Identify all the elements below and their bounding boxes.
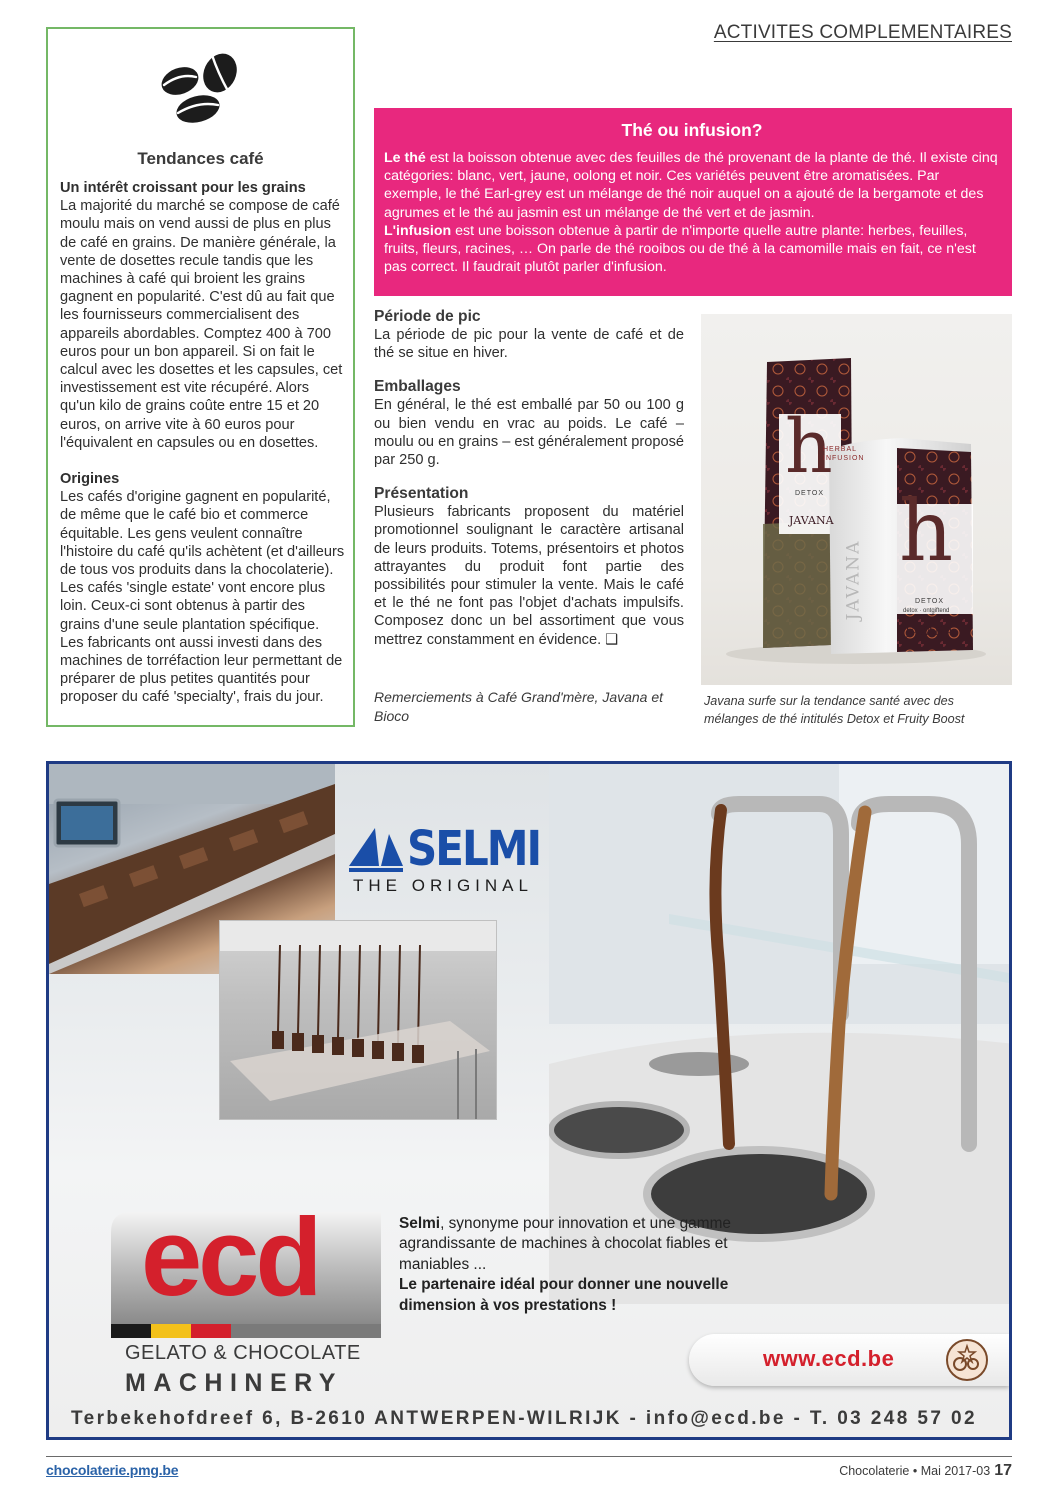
ecd-badge-icon [945, 1338, 989, 1382]
bag-letter: h [785, 404, 833, 490]
tea-box-title: Thé ou infusion? [621, 120, 763, 140]
subheading-grains: Un intérêt croissant pour les grains [60, 180, 306, 196]
selmi-wordmark: SELMI [407, 820, 541, 877]
footer-website-link[interactable]: chocolaterie.pmg.be [46, 1462, 179, 1478]
tin-letter: h [899, 482, 954, 580]
tea-box-body [384, 149, 1000, 276]
subheading-origines: Origines [60, 471, 120, 488]
ecd-selmi-advertisement [46, 761, 1012, 1440]
footer-divider [46, 1456, 1012, 1457]
ecd-logo [111, 1196, 381, 1342]
tin-vertical-brand: JAVANA [843, 539, 864, 621]
footer-issue [839, 1462, 1012, 1480]
paragraph-grains: La majorité du marché se compose de café moulu mais on vend aussi de plus en plus de café en grains. De manière générale, la vente de dosettes recule tandis que les machines à café qui broient les grains gagnent en popularité. C'est dû au fait que les fournisseurs commercialisent des appareils abordables. Comptez 400 à 700 euros pour un bon appareil. Si on fait le calcul avec les dosettes et les capsules, cet investissement est vite récupéré. Alors qu'un kilo de grains coûte entre 15 et 20 euros, on arrive vite à 60 euros pour l'équivalent en capsules ou en dosettes. [60, 198, 343, 451]
ad-address-line: Terbekehofdreef 6, B-2610 ANTWERPEN-WILRIJK - info@ecd.be - T. 03 248 57 02 [71, 1408, 977, 1429]
paragraph-origines: Les cafés d'origine gagnent en popularité, de même que le café bio et commerce équitable. Les gens veulent connaître l'histoire du café qu'ils achètent (et d'ailleurs de tous vos produits dans la chocolaterie). Les cafés 'single estate' vont encore plus loin. Ceux-ci sont obtenus à partir des grains d'une seule plantation spécifique. Les fabricants ont aussi investi dans des machines de torréfaction leur permettant de préparer de plus petites quantités pour proposer du café 'specialty', frais du jour. [60, 489, 345, 706]
acknowledgement: Remerciements à Café Grand'mère, Javana et Bioco [374, 689, 664, 724]
infusion-lead: L'infusion [384, 222, 452, 239]
chocolate-depositing-photo [219, 920, 497, 1120]
heading-presentation: Présentation [374, 485, 469, 503]
bag-variety: DETOX [795, 490, 824, 497]
paragraph-emballages: En général, le thé est emballé par 50 ou 100 g ou bien vendu en vrac au poids. Le café – moulu ou en grains – est généralement proposé par 250 g. [374, 397, 684, 469]
tea-infusion-box [374, 108, 1012, 296]
paragraph-periode: La période de pic pour la vente de café et de thé se situe en hiver. [374, 327, 684, 362]
product-illustration [701, 314, 1012, 685]
heading-emballages: Emballages [374, 378, 461, 396]
tin-brand: JAVANA [905, 624, 954, 638]
machinery-label: MACHINERY [125, 1369, 343, 1397]
gelato-chocolate-label: GELATO & CHOCOLATE [125, 1342, 361, 1364]
tea-lead: Le thé [384, 150, 426, 166]
ad-copy [399, 1214, 779, 1316]
ad-copy-lead: Selmi [399, 1215, 441, 1232]
coffee-beans-icon [160, 51, 244, 127]
bag-line2: INFUSION [823, 455, 865, 462]
ecd-wordmark: ecd [141, 1196, 319, 1319]
footer-issue-label: Chocolaterie • Mai 2017-03 [839, 1464, 991, 1478]
infusion-text: est une boisson obtenue à partir de n'importe quelle autre plante: herbes, feuilles, fruits, fleurs, racines, … On parle de thé rooibos ou de thé à la camomille mais en fait, ce n'est pas correct. Il faudrait plutôt parler d'infusion. [384, 222, 976, 276]
ad-copy-body: , synonyme pour innovation et une gamme agrandissante de machines à chocolat fiables et maniables ... [399, 1215, 731, 1273]
heading-periode: Période de pic [374, 308, 481, 325]
tea-text: est la boisson obtenue avec des feuilles de thé provenant de la plante de thé. Il existe cinq catégories: blanc, vert, jaune, oolong et noir. Ces variétés peuvent être aromatisées. Par exemple, le thé Earl-grey est un mélange de thé noir auquel on a ajouté de la bergamote et des agrumes et le thé au jasmin est un mélange de thé vert et de jasmin. [384, 150, 998, 221]
ecd-website-link[interactable]: www.ecd.be [763, 1346, 895, 1371]
tin-variety-sub: detox · ontgiftend [903, 608, 950, 614]
section-header: ACTIVITES COMPLEMENTAIRES [713, 22, 1012, 43]
photo-caption: Javana surfe sur la tendance santé avec des mélanges de thé intitulés Detox et Fruity Boost [704, 694, 965, 726]
tin-variety: DETOX [915, 598, 944, 605]
selmi-tagline: THE ORIGINAL [353, 876, 533, 895]
sidebar-body [60, 179, 345, 707]
page-number: 17 [994, 1462, 1012, 1479]
coffee-trends-sidebar [46, 27, 355, 727]
javana-product-photo [701, 314, 1012, 685]
article-column [374, 308, 684, 665]
paragraph-presentation: Plusieurs fabricants proposent du matériel promotionnel soulignant le caractère artisanal de leurs produits. Totems, présentoirs et photos attrayantes du produit font partie des possibilités pour stimuler la vente. Mais le café et le thé ne font pas l'objet d'achats impulsifs. Composez donc un bel assortiment que vous mettrez constamment en évidence. ❑ [374, 504, 684, 648]
bag-brand: JAVANA [789, 514, 834, 527]
bag-line1: HERBAL [823, 446, 858, 453]
ad-copy-bold: Le partenaire idéal pour donner une nouvelle dimension à vos prestations ! [399, 1276, 729, 1314]
sidebar-title: Tendances café [137, 149, 264, 168]
